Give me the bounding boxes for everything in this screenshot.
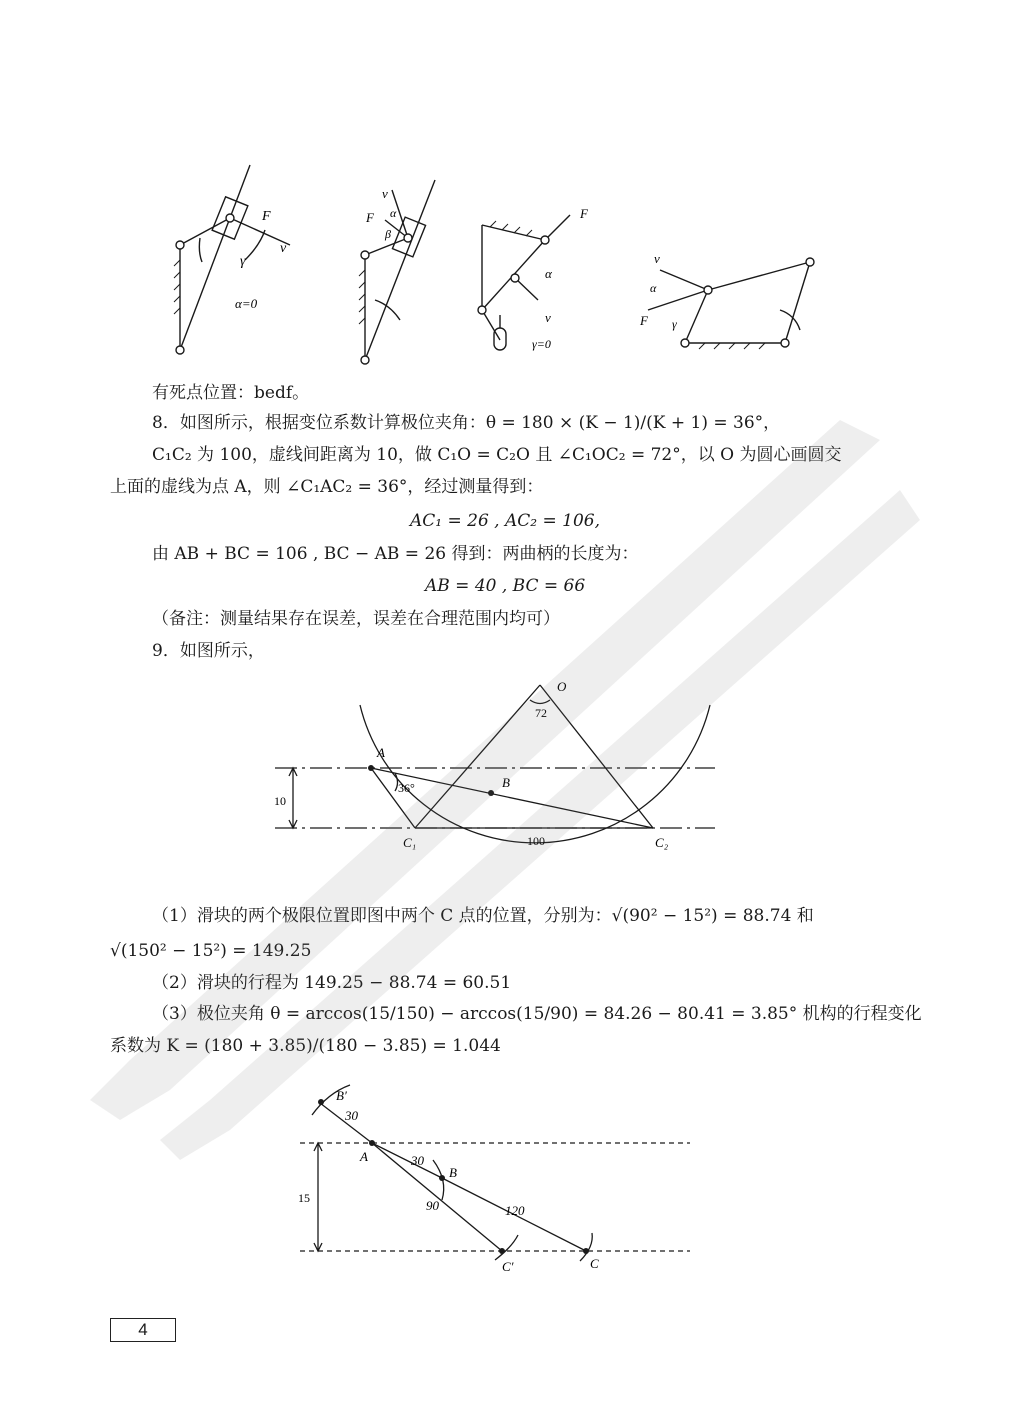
fig1-v: v <box>280 241 287 256</box>
fig3-alpha: α <box>545 266 552 281</box>
q9-3a: （3）极位夹角 θ = arccos(15/150) − arccos(15/90) = 84.26 − 80.41 = 3.85° 机构的行程变化 <box>152 1004 922 1024</box>
figure-slider-crank <box>290 1075 710 1285</box>
page-number: 4 <box>138 1320 148 1339</box>
label-len-AB-prime: 30 <box>345 1108 358 1123</box>
label-B: B <box>502 775 510 790</box>
q8-eq2: AB = 40 , BC = 66 <box>425 576 586 596</box>
q8-line2: C₁C₂ 为 100，虚线间距离为 10，做 C₁O = C₂O 且 ∠C₁OC₂ = 72°，以 O 为圆心画圆交 <box>152 445 842 465</box>
page-number-box <box>110 1318 176 1342</box>
figure-pressure-angles <box>160 160 840 370</box>
figure-circle-construction <box>265 675 725 875</box>
label-height-15: 15 <box>298 1191 310 1205</box>
fig1-gamma: γ <box>240 254 246 269</box>
q8-intro: 8．如图所示，根据变位系数计算极位夹角：θ = 180 × (K − 1)/(K + 1) = 36°， <box>152 413 781 433</box>
fig2-F: F <box>366 210 374 225</box>
label-B-prime: B′ <box>336 1088 347 1103</box>
dead-point-line: 有死点位置：bedf。 <box>152 383 310 403</box>
fig2-beta: β <box>385 227 391 241</box>
q8-line5: 由 AB + BC = 106 , BC − AB = 26 得到：两曲柄的长度为： <box>152 544 639 564</box>
q8-note: （备注：测量结果存在误差，误差在合理范围内均可） <box>152 609 560 629</box>
fig1-F: F <box>262 209 271 224</box>
q9-2: （2）滑块的行程为 149.25 − 88.74 = 60.51 <box>152 973 512 993</box>
label-angle-A: 36° <box>398 781 415 795</box>
fig4-v: v <box>654 251 660 266</box>
label-len-BC: 120 <box>505 1203 525 1218</box>
fig1-label: α=0 <box>235 296 258 311</box>
fig4-gamma: γ <box>672 317 677 331</box>
label-B: B <box>449 1165 457 1180</box>
q9-3b: 系数为 K = (180 + 3.85)/(180 − 3.85) = 1.044 <box>110 1036 501 1056</box>
fig4-alpha: α <box>650 281 657 295</box>
label-len-AC-prime: 90 <box>426 1198 439 1213</box>
fig4-F: F <box>640 313 648 328</box>
label-C1: C₁ <box>403 835 417 850</box>
q8-line3: 上面的虚线为点 A，则 ∠C₁AC₂ = 36°，经过测量得到： <box>110 477 544 497</box>
fig3-label: γ=0 <box>532 337 551 351</box>
label-angle-O: 72 <box>535 706 547 720</box>
label-len-AB: 30 <box>411 1153 424 1168</box>
q9-1a: （1）滑块的两个极限位置即图中两个 C 点的位置，分别为：√(90² − 15²) = 88.74 和 <box>152 906 814 926</box>
q9-intro: 9．如图所示， <box>152 641 265 661</box>
label-C-prime: C′ <box>502 1259 514 1274</box>
label-A: A <box>360 1149 368 1164</box>
q9-1b: √(150² − 15²) = 149.25 <box>110 941 312 961</box>
label-base-100: 100 <box>527 834 545 848</box>
label-O: O <box>557 679 567 694</box>
fig2-v: v <box>382 186 388 201</box>
label-C2: C₂ <box>655 835 669 850</box>
fig3-v: v <box>545 310 551 325</box>
label-C: C <box>590 1256 599 1271</box>
fig3-F: F <box>580 206 588 221</box>
label-dist-10: 10 <box>274 794 286 808</box>
label-A: A <box>377 745 385 760</box>
q8-eq1: AC₁ = 26 , AC₂ = 106, <box>410 511 600 531</box>
fig2-alpha: α <box>390 206 397 220</box>
